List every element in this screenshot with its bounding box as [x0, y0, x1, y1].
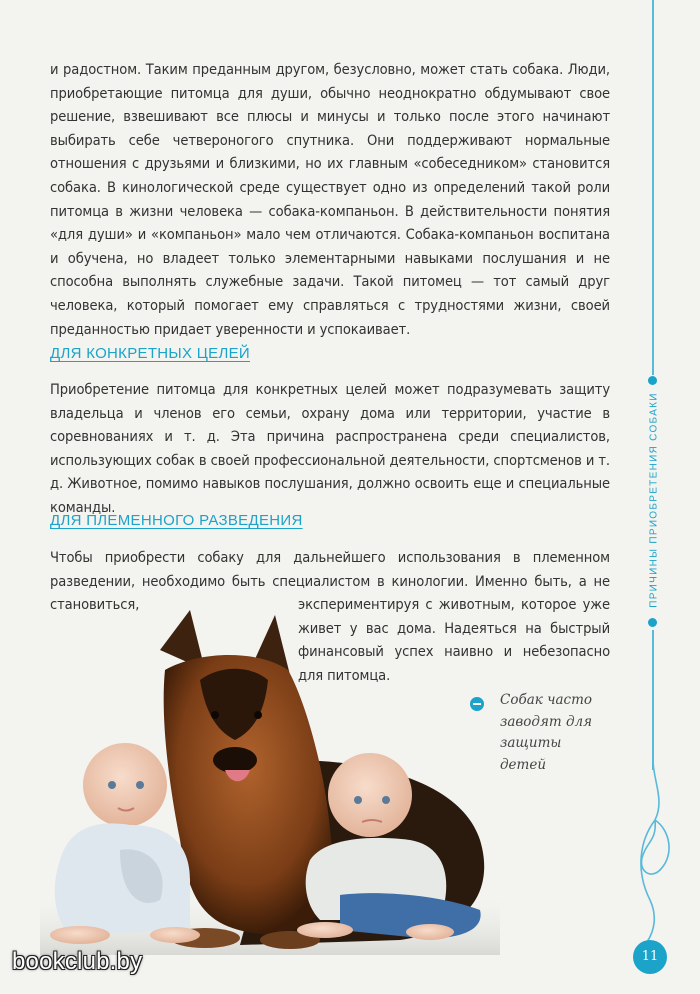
- paragraph-text: Чтобы приобрести собаку для дальнейшего использования в племенном разведении, необходимо быть специалистом в кинологии. Именно быть, а не становиться,: [50, 549, 610, 614]
- photo-caption: Собак часто заводят для защиты детей: [500, 692, 593, 773]
- side-line-top: [652, 0, 654, 375]
- page-number: 11: [633, 940, 667, 974]
- watermark-text: bookclub.by: [12, 948, 143, 975]
- side-line-bottom: [652, 630, 654, 770]
- paragraph-text: и радостном. Таким преданным другом, безусловно, может стать собака. Люди, приобретающие питомца для души, обычно неоднократно обдумывают свое решение, взвешивают все плюсы и минусы и только после этого начинают выбирать себе четвероногого спутника. Они поддерживают нормальные отношения с друзьями и близкими, но их главным «собеседником» становится собака. В кинологической среде существует одно из определений такой роли питомца в жизни человека — собака-компаньон. В действительности понятия «для души» и «компаньон» мало чем отличаются. Собака-компаньон воспитана и обучена, но владеет только элементарными навыками послушания и не способна выполнять служебные задачи. Такой питомец — тот самый друг человека, который помогает ему справляться с трудностями жизни, своей преданностью придает уверенности и успокаивает.: [50, 61, 610, 338]
- section-heading-breeding: ДЛЯ ПЛЕМЕННОГО РАЗВЕДЕНИЯ: [50, 512, 303, 529]
- section-heading-specific-goals: ДЛЯ КОНКРЕТНЫХ ЦЕЛЕЙ: [50, 345, 250, 362]
- dog-with-babies-photo: [40, 610, 500, 955]
- paragraph-intro: [50, 58, 610, 341]
- paragraph-text: Приобретение питомца для конкретных целей может подразумевать защиту владельца и членов его семьи, охрану дома или территории, участие в соревнованиях и т. д. Эта причина распространена среди специалистов, использующих собак в своей профессиональной деятельности, спортсменов и т. д. Животное, помимо навыков послушания, должно освоить еще и специальные команды.: [50, 381, 610, 516]
- paragraph-specific-goals: [50, 378, 610, 520]
- side-title-text: ПРИЧИНЫ ПРИОБРЕТЕНИЯ СОБАКИ: [648, 392, 660, 608]
- paragraph-text: экспериментируя с животным, которое уже живет у вас дома. Надеяться на быстрый финансовый успех наивно и небезопасно для питомца.: [298, 596, 610, 684]
- watermark: [0, 940, 200, 986]
- side-running-title: [646, 380, 662, 620]
- side-dot-bottom-icon: [648, 618, 657, 627]
- caption-bullet-icon: [470, 697, 484, 711]
- leash-ornament-icon: [625, 760, 685, 945]
